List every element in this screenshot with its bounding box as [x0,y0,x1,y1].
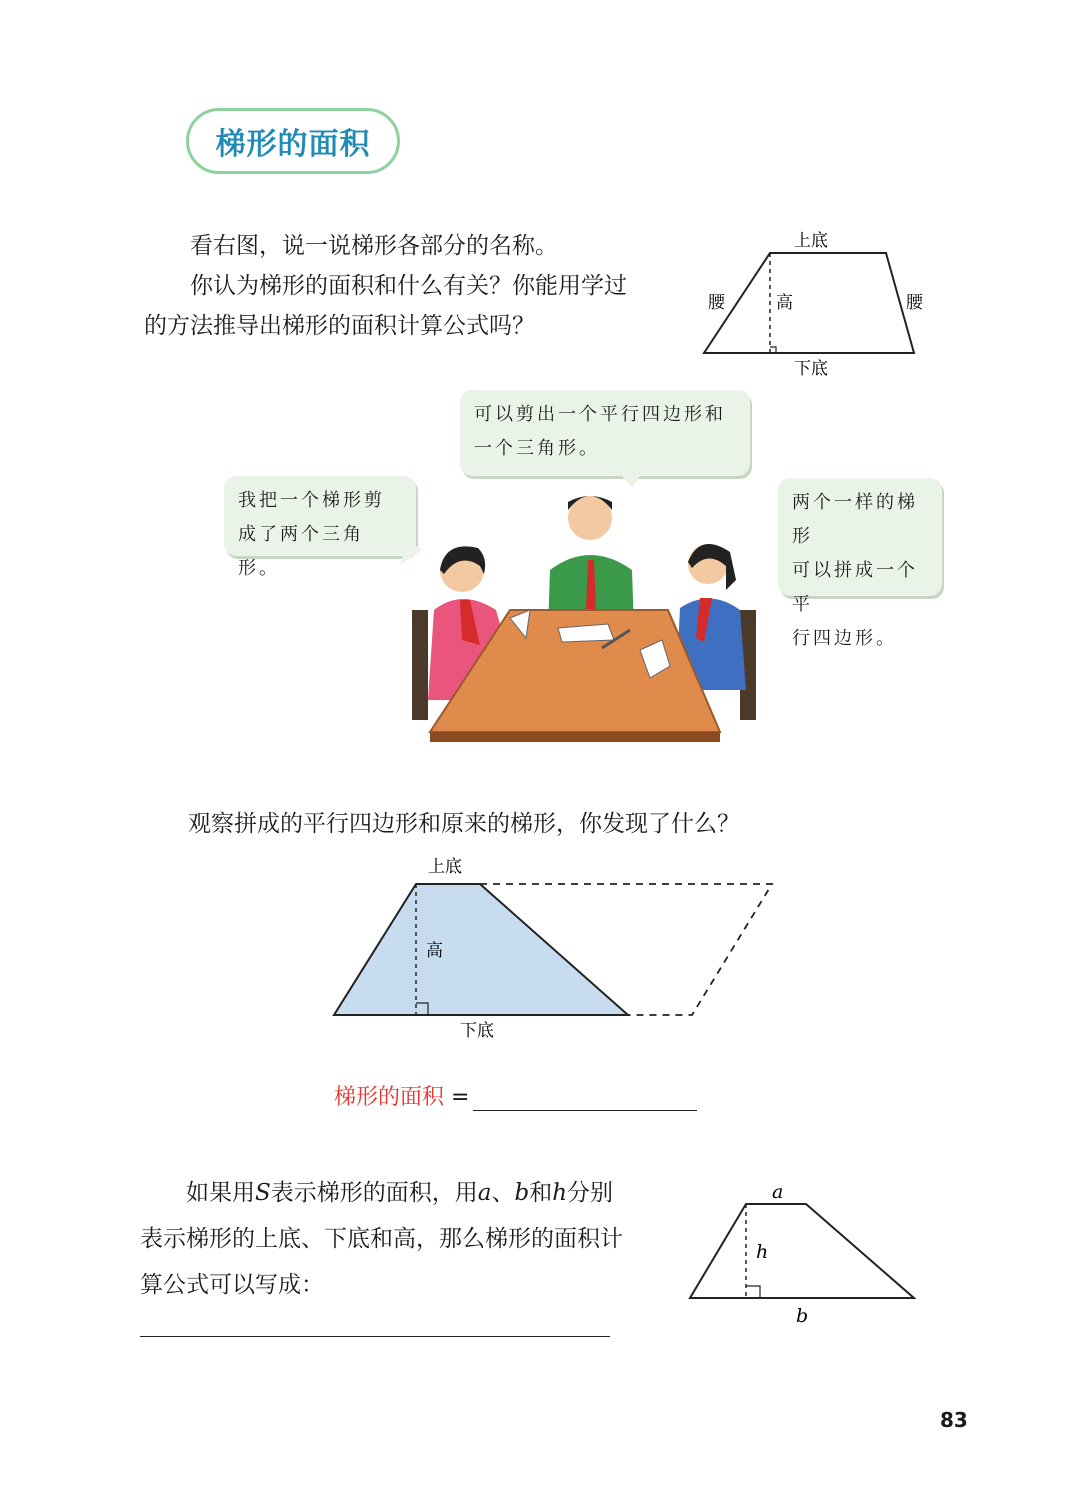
area-formula-line [334,1080,697,1111]
label-h: h [756,1241,769,1263]
section-title: 梯形的面积 [215,127,371,162]
symbol-paragraph [140,1170,670,1308]
original-trapezoid [334,884,628,1015]
intro-line-3: 的方法推导出梯形的面积计算公式吗？ [144,313,535,339]
classroom-illustration [400,470,770,750]
label-bottom-base: 下底 [794,359,828,379]
intro-line-1: 看右图，说一说梯形各部分的名称。 [190,233,558,259]
speech-bubble-middle [460,390,750,476]
fig2-label-height: 高 [426,941,443,961]
page-number: 83 [940,1408,968,1432]
intro-line-2: 你认为梯形的面积和什么有关？你能用学过 [190,273,627,299]
label-height: 高 [776,293,793,313]
symbol-line-1: 如果用S表示梯形的面积，用a、b和h分别 [186,1180,614,1206]
label-b: b [796,1305,809,1327]
symbol-line-2: 表示梯形的上底、下底和高，那么梯形的面积计 [140,1226,623,1252]
table-edge [430,732,720,742]
equals-sign: = [451,1085,470,1110]
label-top-base: 上底 [794,231,828,251]
section-title-box [186,108,400,174]
bubble-left-line-1: 我把一个梯形剪 [238,490,385,511]
trapezoid-abh-outline [690,1204,914,1298]
intro-paragraph [144,226,684,346]
bubble-tail-middle [622,476,640,488]
bubble-right-line-3: 行四边形。 [792,628,897,649]
observe-question: 观察拼成的平行四边形和原来的梯形，你发现了什么？ [188,811,740,837]
bubble-left-line-2: 成了两个三角形。 [238,524,364,579]
symbol-line-3: 算公式可以写成： [140,1272,324,1298]
fig2-label-bottom: 下底 [460,1021,494,1041]
chair-left [412,610,428,720]
bubble-right-line-1: 两个一样的梯形 [792,492,918,547]
bubble-right-line-2: 可以拼成一个平 [792,560,918,615]
trapezoid-parts-figure [694,226,944,386]
fig2-label-top: 上底 [428,857,462,877]
label-a: a [772,1181,784,1203]
speech-bubble-right [778,478,942,649]
formula-blank[interactable] [473,1090,697,1111]
bubble-middle-line-1: 可以剪出一个平行四边形和 [474,404,726,425]
trapezoid-outline [704,253,914,353]
trapezoid-to-parallelogram-figure [320,850,790,1050]
right-angle-mark-3 [746,1286,760,1298]
bubble-tail-left [400,540,422,565]
trapezoid-abh-figure [680,1176,930,1336]
bubble-middle-line-2: 一个三角形。 [474,438,600,459]
area-formula-label: 梯形的面积 [334,1085,445,1110]
speech-bubble-left [224,476,416,579]
label-leg-right: 腰 [906,293,923,313]
label-leg-left: 腰 [708,293,725,313]
formula-answer-blank[interactable] [140,1336,610,1337]
